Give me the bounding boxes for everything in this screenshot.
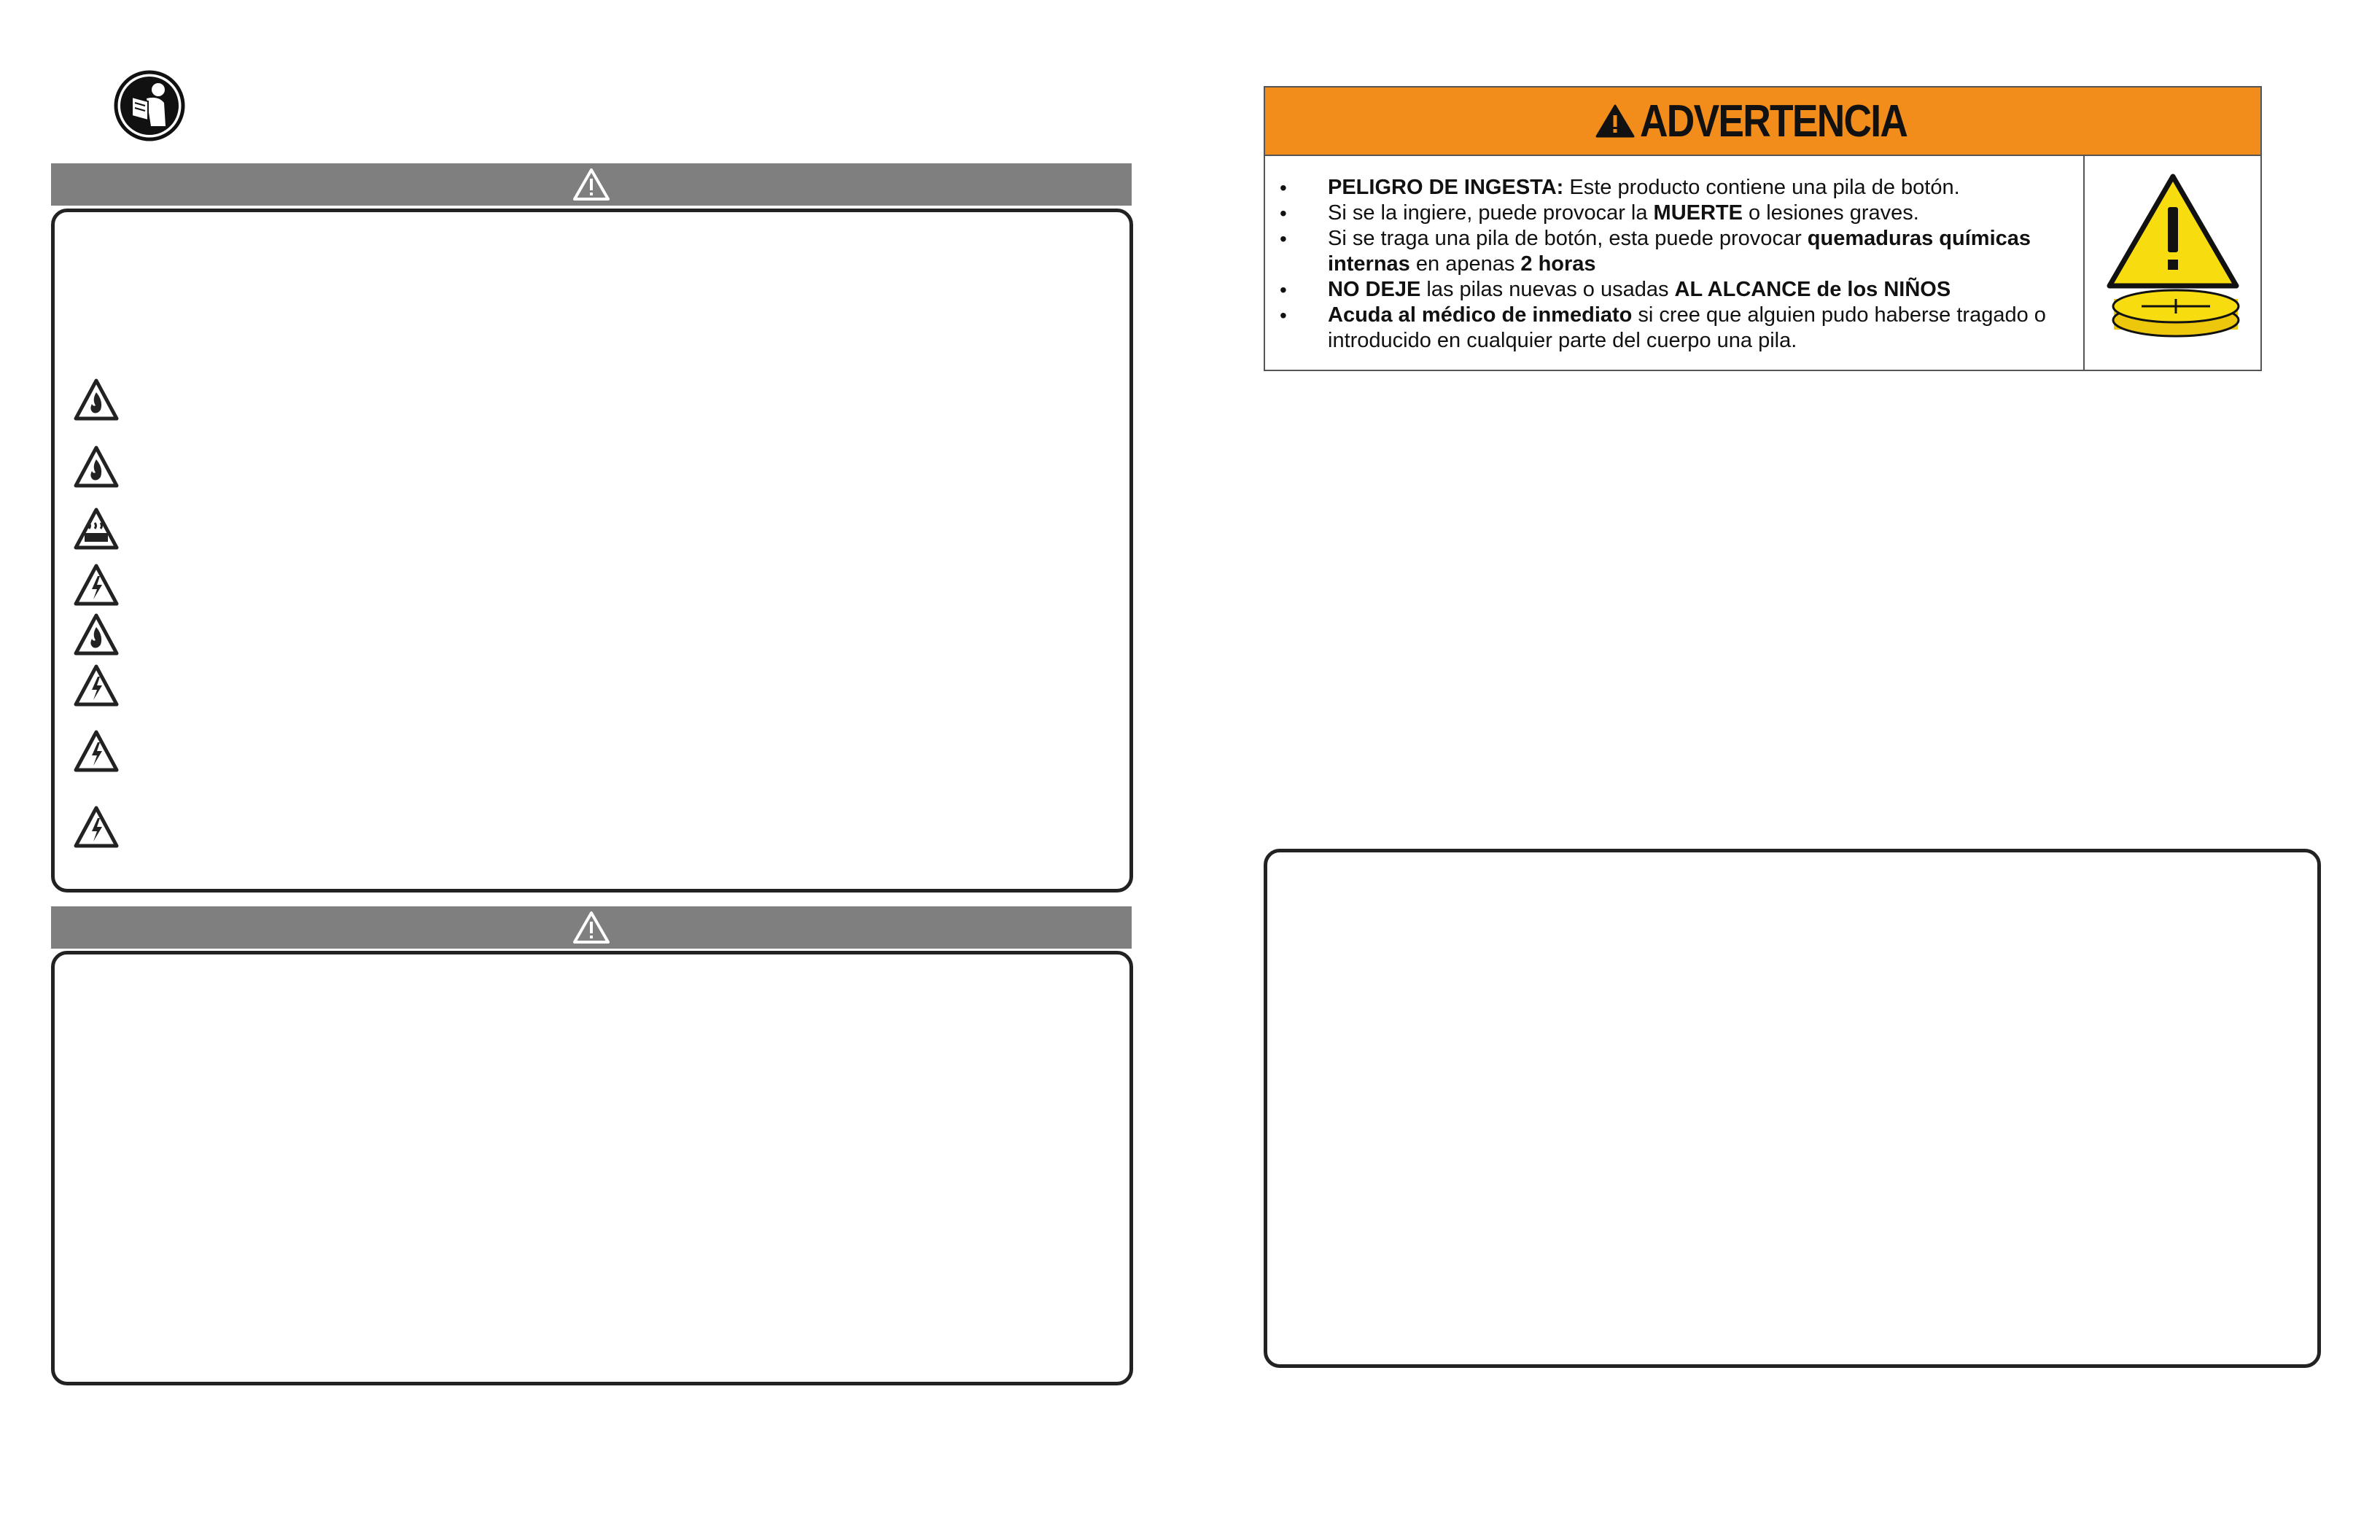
caution-section-header — [51, 906, 1132, 949]
list-item: • PELIGRO DE INGESTA: Este producto contiene una pila de botón. — [1265, 175, 2083, 201]
electric-shock-icon — [73, 563, 120, 607]
read-manual-icon — [113, 69, 186, 142]
advertencia-title: ADVERTENCIA — [1639, 96, 1907, 147]
warning-triangle-icon — [572, 911, 610, 944]
warning-triangle-icon — [572, 168, 610, 201]
warning-content-box — [51, 209, 1133, 892]
advertencia-list — [1265, 156, 2083, 354]
list-item: • Si se la ingiere, puede provocar la MUERTE o lesiones graves. — [1265, 201, 2083, 226]
advertencia-header — [1265, 88, 2260, 156]
caution-content-box — [51, 951, 1133, 1385]
button-battery-warning-icon — [2085, 156, 2260, 370]
warning-triangle-icon — [1595, 104, 1636, 139]
hot-surface-icon — [73, 507, 120, 551]
info-content-box — [1264, 849, 2321, 1368]
electric-shock-icon — [73, 664, 120, 707]
electric-shock-icon — [73, 805, 120, 849]
fire-hazard-icon — [73, 612, 120, 656]
fire-hazard-icon — [73, 445, 120, 489]
warning-section-header — [51, 163, 1132, 206]
list-item: • Si se traga una pila de botón, esta puede provocar quemaduras químicas internas en apenas 2 horas — [1265, 226, 2083, 277]
advertencia-body — [1265, 156, 2085, 370]
electric-shock-icon — [73, 729, 120, 773]
advertencia-label — [1264, 86, 2262, 371]
list-item: • NO DEJE las pilas nuevas o usadas AL ALCANCE de los NIÑOS — [1265, 277, 2083, 303]
fire-hazard-icon — [73, 378, 120, 421]
list-item: • Acuda al médico de inmediato si cree que alguien pudo haberse tragado o introducido en cualquier parte del cuerpo una pila. — [1265, 303, 2083, 354]
